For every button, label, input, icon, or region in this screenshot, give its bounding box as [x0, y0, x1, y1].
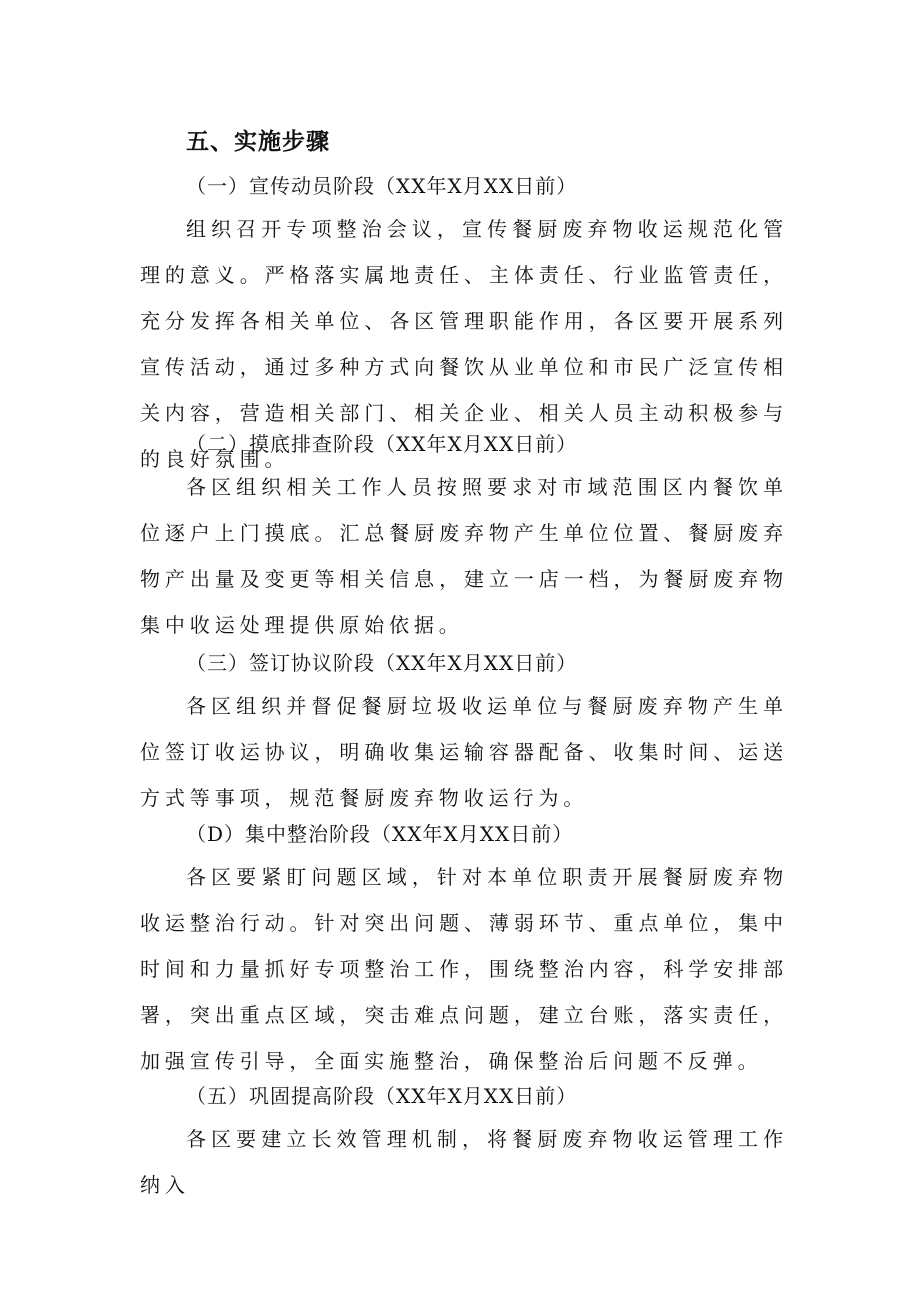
- step-3-heading: （三）签订协议阶段（XX年X月XX日前）: [186, 651, 578, 675]
- step-5-body: 各区要建立长效管理机制，将餐厨废弃物收运管理工作纳入: [140, 1127, 788, 1197]
- step-3-body: 各区组织并督促餐厨垃圾收运单位与餐厨废弃物产生单位签订收运协议，明确收集运输容器配备、收集时间、运送方式等事项，规范餐厨废弃物收运行为。: [140, 694, 788, 810]
- step-2-body: 各区组织相关工作人员按照要求对市域范围区内餐饮单位逐户上门摸底。汇总餐厨废弃物产生单位位置、餐厨废弃物产出量及变更等相关信息，建立一店一档，为餐厨废弃物集中收运处理提供原始依据。: [140, 475, 788, 637]
- step-1-heading: （一）宣传动员阶段（XX年X月XX日前）: [186, 174, 578, 198]
- step-2-heading: （二）摸底排查阶段（XX年X月XX日前）: [186, 432, 578, 456]
- step-4-heading: （D）集中整治阶段（XX年X月XX日前）: [186, 822, 574, 846]
- section-title: 五、实施步骤: [186, 128, 330, 155]
- step-1-body: 组织召开专项整治会议，宣传餐厨废弃物收运规范化管理的意义。严格落实属地责任、主体责任、行业监管责任，充分发挥各相关单位、各区管理职能作用，各区要开展系列宣传活动，通过多种方式向餐饮从业单位和市民广泛宣传相关内容，营造相关部门、相关企业、相关人员主动积极参与的良好氛围。: [140, 217, 788, 471]
- step-5-heading: （五）巩固提高阶段（XX年X月XX日前）: [186, 1084, 578, 1108]
- step-4-body: 各区要紧盯问题区域，针对本单位职责开展餐厨废弃物收运整治行动。针对突出问题、薄弱环节、重点单位，集中时间和力量抓好专项整治工作，围绕整治内容，科学安排部署，突出重点区域，突击难点问题，建立台账，落实责任，加强宣传引导，全面实施整治，确保整治后问题不反弹。: [140, 865, 788, 1073]
